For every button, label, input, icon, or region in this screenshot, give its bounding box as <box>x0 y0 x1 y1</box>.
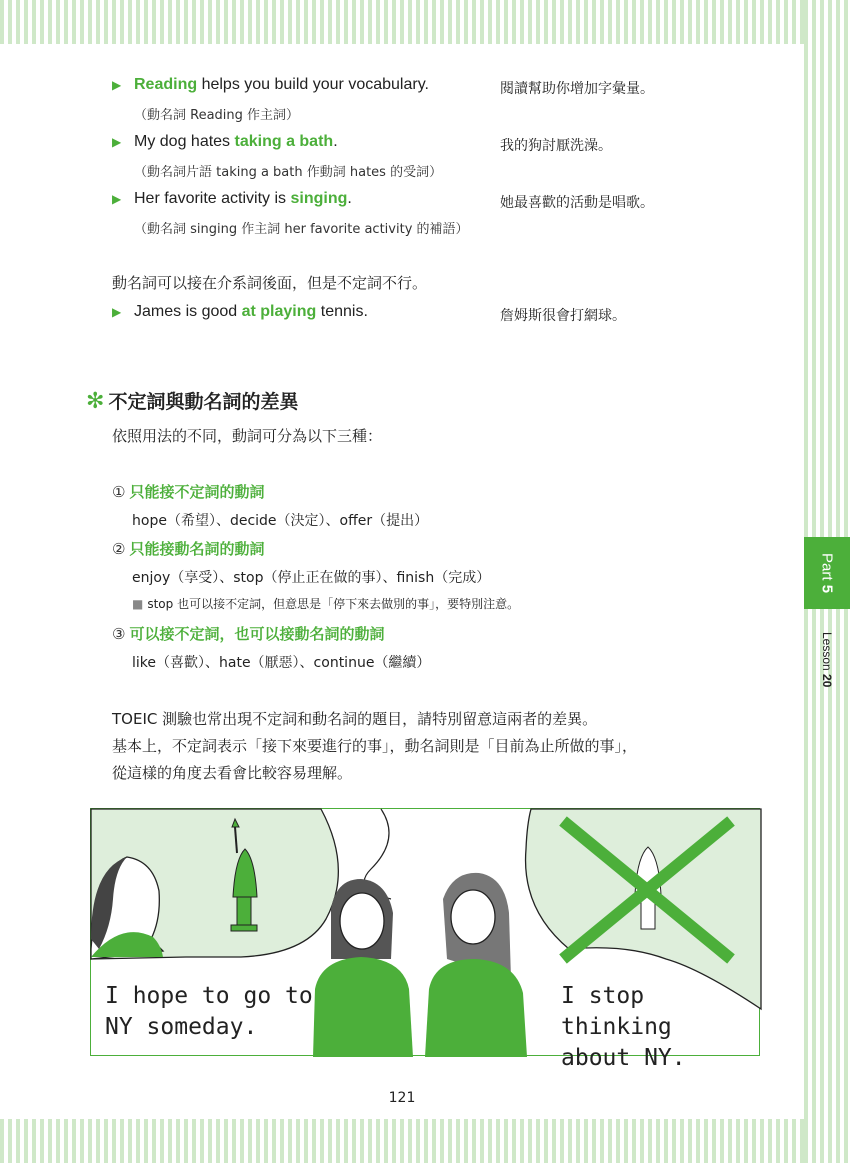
example-sentence: ▶ Reading helps you build your vocabulary. <box>112 76 429 93</box>
triangle-bullet-icon: ▶ <box>112 305 122 319</box>
asterisk-icon: ✻ <box>86 389 105 414</box>
part-tab <box>804 537 850 609</box>
preposition-note: 動名詞可以接在介系詞後面，但是不定詞不行。 <box>112 274 428 292</box>
right-caption: I stop thinking about NY. <box>561 983 686 1071</box>
example-sentence: ▶ My dog hates taking a bath. <box>112 133 338 150</box>
page-number: 121 <box>388 1090 416 1106</box>
category-title: ① 只能接不定詞的動詞 <box>112 483 265 501</box>
square-bullet-icon: ■ <box>132 597 144 611</box>
part-label: Part <box>818 552 836 585</box>
category-words: hope（希望）、decide（決定）、offer（提出） <box>132 513 429 529</box>
example-note: （動名詞 singing 作主詞 her favorite activity 的補語） <box>134 222 469 237</box>
example-translation: 我的狗討厭洗澡。 <box>500 138 612 154</box>
triangle-bullet-icon: ▶ <box>112 135 122 149</box>
section-intro: 依照用法的不同，動詞可分為以下三種： <box>112 427 383 445</box>
left-caption: I hope to go to NY someday. <box>105 983 313 1040</box>
lesson-label: Lesson <box>820 632 834 675</box>
category-title: ② 只能接動名詞的動詞 <box>112 540 265 558</box>
closing-line: 基本上，不定詞表示「接下來要進行的事」，動名詞則是「目前為止所做的事」， <box>112 737 638 755</box>
example-translation: 她最喜歡的活動是唱歌。 <box>500 195 654 211</box>
highlight: at playing <box>241 303 317 320</box>
example-note: （動名詞片語 taking a bath 作動詞 hates 的受詞） <box>134 165 443 180</box>
highlight: taking a bath <box>234 133 334 150</box>
example-note: （動名詞 Reading 作主詞） <box>134 108 300 123</box>
triangle-bullet-icon: ▶ <box>112 78 122 92</box>
example-translation: 閱讀幫助你增加字彙量。 <box>500 81 654 97</box>
section-heading: ✻ 不定詞與動名詞的差異 <box>86 389 299 414</box>
example-translation: 詹姆斯很會打網球。 <box>500 308 626 324</box>
highlight: Reading <box>134 76 198 93</box>
example-sentence: ▶ Her favorite activity is singing. <box>112 190 352 207</box>
part-number: 5 <box>818 584 836 594</box>
triangle-bullet-icon: ▶ <box>112 192 122 206</box>
category-note: ■ stop 也可以接不定詞，但意思是「停下來去做別的事」，要特別注意。 <box>132 597 520 611</box>
category-title: ③ 可以接不定詞，也可以接動名詞的動詞 <box>112 625 385 643</box>
lesson-tab <box>804 620 850 700</box>
closing-line: 從這樣的角度去看會比較容易理解。 <box>112 764 353 782</box>
highlight: singing <box>290 190 348 207</box>
example-sentence: ▶ James is good at playing tennis. <box>112 303 368 320</box>
category-words: like（喜歡）、hate（厭惡）、continue（繼續） <box>132 655 431 671</box>
category-words: enjoy（享受）、stop（停止正在做的事）、finish（完成） <box>132 570 491 586</box>
lesson-number: 20 <box>820 674 834 688</box>
closing-line: TOEIC 測驗也常出現不定詞和動名詞的題目，請特別留意這兩者的差異。 <box>112 710 598 728</box>
illustration-panel <box>90 808 760 1071</box>
